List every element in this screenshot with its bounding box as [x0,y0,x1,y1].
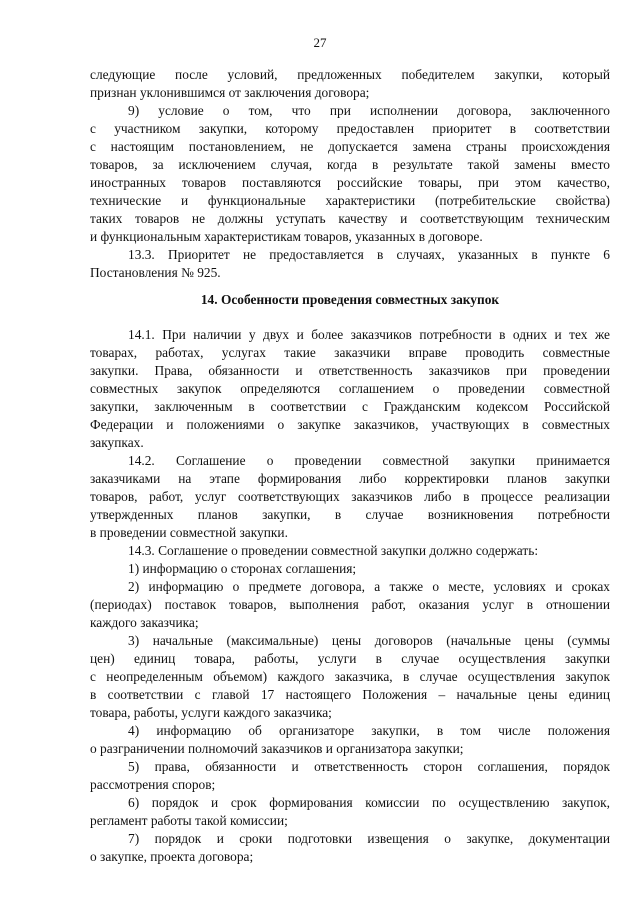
text-line: 9) условие о том, что при исполнении договора, заключенного [128,103,610,118]
text-line: утвержденных планов закупки, в случае возникновения потребности [90,507,610,522]
text-line: признан уклонившимся от заключения договора; [90,85,370,100]
text-line: закупках. [90,435,144,450]
text-line: Федерации и положениями о закупке заказчиков, участвующих в совместных [90,417,610,432]
text-line: цен) единиц товара, работы, услуги в случае осуществления закупки [90,651,610,666]
text-line: 14.1. При наличии у двух и более заказчиков потребности в одних и тех же [128,327,610,342]
text-line: 13.3. Приоритет не предоставляется в случаях, указанных в пункте 6 [128,247,610,262]
text-line: (периодах) поставок товаров, выполнения работ, оказания услуг в отношении [90,597,610,612]
text-line: в проведении совместной закупки. [90,525,288,540]
text-line: 4) информацию об организаторе закупки, в том числе положения [128,723,610,738]
text-line: товаров, за исключением случая, когда в результате такой замены вместо [90,157,610,172]
text-line: каждого заказчика; [90,615,199,630]
text-line: таких товаров не должны уступать качеству и соответствующим техническим [90,211,610,226]
text-line: 6) порядок и срок формирования комиссии по осуществлению закупок, [128,795,610,810]
text-line: о закупке, проекта договора; [90,849,254,864]
text-line: иностранных товаров поставляются российские товары, при этом качество, [90,175,610,190]
text-line: 14.2. Соглашение о проведении совместной закупки принимается [128,453,610,468]
section-heading: 14. Особенности проведения совместных закупок [200,292,500,307]
text-line: заказчиками на этапе формирования либо корректировки планов закупки [90,471,610,486]
text-line: технические и функциональные характеристики (потребительские свойства) [90,193,610,208]
text-line: и функциональным характеристикам товаров, указанных в договоре. [90,229,483,244]
text-line: 7) порядок и сроки подготовки извещения о закупке, документации [128,831,610,846]
text-line: о разграничении полномочий заказчиков и организатора закупки; [90,741,464,756]
text-line: следующие после условий, предложенных победителем закупки, который [90,67,610,82]
text-line: 1) информацию о сторонах соглашения; [128,561,357,576]
text-line: регламент работы такой комиссии; [90,813,288,828]
text-line: 5) права, обязанности и ответственность сторон соглашения, порядок [128,759,610,774]
page-number: 27 [313,35,327,50]
text-line: в соответствии с главой 17 настоящего Положения – начальные цены единиц [90,687,610,702]
text-line: 2) информацию о предмете договора, а также о месте, условиях и сроках [128,579,610,594]
text-line: с участником закупки, которому предоставлен приоритет в соответствии [90,121,610,136]
text-line: товаров, работ, услуг соответствующих заказчиков либо в процессе реализации [90,489,610,504]
text-line: совместных закупок определяются соглашением о проведении совместной [90,381,610,396]
text-line: Постановления № 925. [90,265,221,280]
text-line: 14.3. Соглашение о проведении совместной закупки должно содержать: [128,543,539,558]
text-line: закупки, заключенным в соответствии с Гражданским кодексом Российской [90,399,610,414]
text-line: с настоящим постановлением, не допускается замена страны происхождения [90,139,610,154]
text-line: товарах, работах, услугах такие заказчики вправе проводить совместные [90,345,610,360]
text-line: закупки. Права, обязанности и ответственность заказчиков при проведении [90,363,610,378]
text-line: с неопределенным объемом) каждого заказчика, в случае осуществления закупок [90,669,610,684]
text-line: 3) начальные (максимальные) цены договоров (начальные цены (суммы [128,633,610,648]
text-line: товара, работы, услуги каждого заказчика; [90,705,332,720]
text-line: рассмотрения споров; [90,777,216,792]
